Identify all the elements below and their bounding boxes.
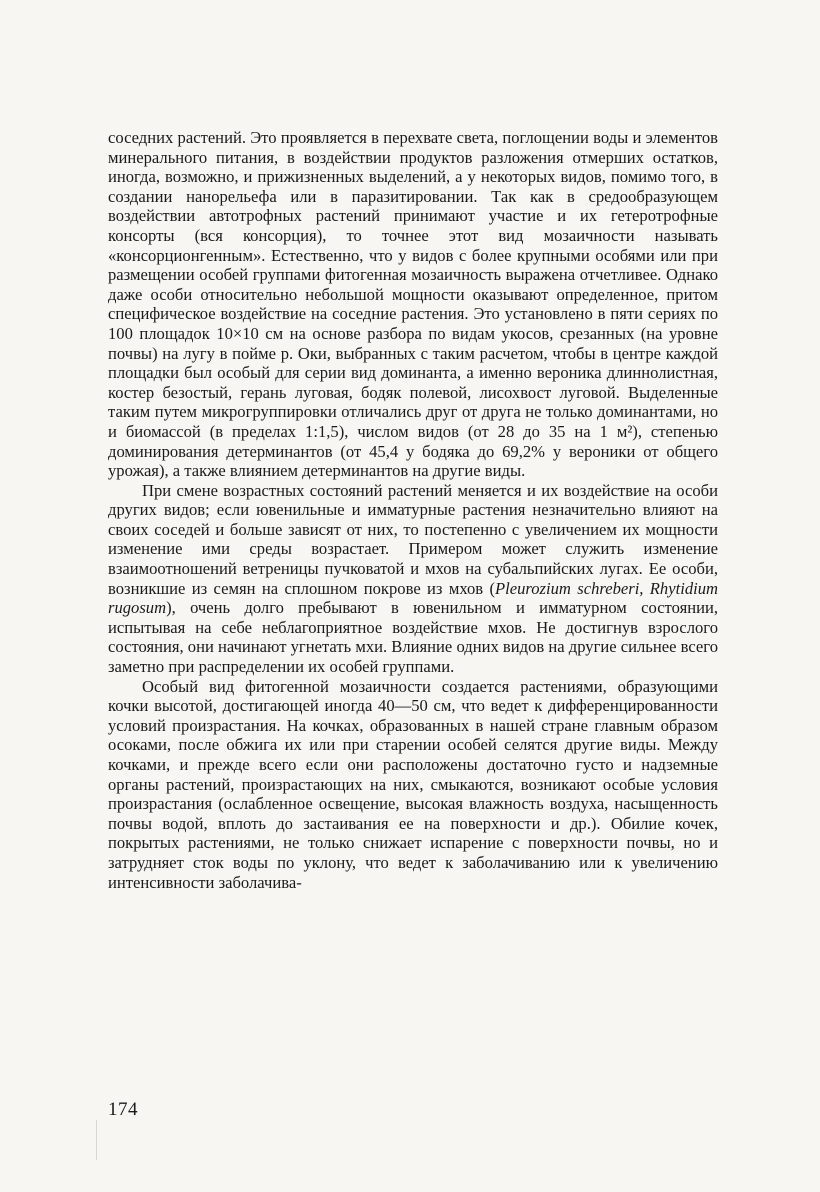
- scan-margin-line: [96, 1120, 97, 1160]
- paragraph-2-text-before: При смене возрастных состояний растений меняется и их воздействие на особи других видов; если ювенильные и имматурные растения незначительно влияют на своих соседей и больше зависят от них, то постепенно с увеличением их мощности изменение ими среды возрастает. Примером может служить изменение взаимоотношений ветреницы пучковатой и мхов на субальпийских лугах. Ее особи, возникшие из семян на сплошном покрове из мхов (: [108, 480, 718, 598]
- paragraph-2-text-after: ), очень долго пребывают в ювенильном и имматурном состоянии, испытывая на себе неблагоприятное воздействие мхов. Не достигнув взрослого состояния, они начинают угнетать мхи. Влияние одних видов на другие сильнее всего заметно при распределении их особей группами.: [108, 598, 718, 677]
- species-names-italic: Pleurozium schreberi, Rhytidium rugosum: [108, 578, 719, 618]
- paragraph-3: Особый вид фитогенной мозаичности создается растениями, образующими кочки высотой, достигающей иногда 40—50 см, что ведет к дифференцированности условий произрастания. На кочках, образованных в нашей стране главным образом осоками, после обжига их или при старении особей селятся другие виды. Между кочками, и прежде всего если они расположены достаточно густо и надземные органы растений, произрастающих на них, смыкаются, возникают особые условия произрастания (ослабленное освещение, высокая влажность воздуха, насыщенность почвы водой, вплоть до застаивания ее на поверхности и др.). Обилие кочек, покрытых растениями, не только снижает испарение с поверхности почвы, но и затрудняет сток воды по уклону, что ведет к заболачиванию или к увеличению интенсивности заболачива-: [108, 676, 718, 892]
- page-number: 174: [108, 1099, 138, 1120]
- paragraph-2: [108, 481, 718, 677]
- paragraph-1: соседних растений. Это проявляется в перехвате света, поглощении воды и элементов минерального питания, в воздействии продуктов разложения отмерших остатков, иногда, возможно, и прижизненных выделений, а у некоторых видов, помимо того, в создании нанорельефа или в паразитировании. Так как в средообразующем воздействии автотрофных растений принимают участие и их гетеротрофные консорты (вся консорция), то точнее этот вид мозаичности называть «консорционгенным». Естественно, что у видов с более крупными особями или при размещении особей группами фитогенная мозаичность выражена отчетливее. Однако даже особи относительно небольшой мощности оказывают определенное, притом специфическое воздействие на соседние растения. Это установлено в пяти сериях по 100 площадок 10×10 см на основе разбора по видам укосов, срезанных (на уровне почвы) на лугу в пойме р. Оки, выбранных с таким расчетом, чтобы в центре каждой площадки был особый для серии вид доминанта, а именно вероника длиннолистная, костер безостый, герань луговая, бодяк полевой, лисохвост луговой. Выделенные таким путем микрогруппировки отличались друг от друга не только доминантами, но и биомассой (в пределах 1:1,5), числом видов (от 28 до 35 на 1 м²), степенью доминирования детерминантов (от 45,4 у бодяка до 69,2% у вероники от общего урожая), а также влиянием детерминантов на другие виды.: [108, 128, 718, 481]
- body-text: [108, 128, 718, 892]
